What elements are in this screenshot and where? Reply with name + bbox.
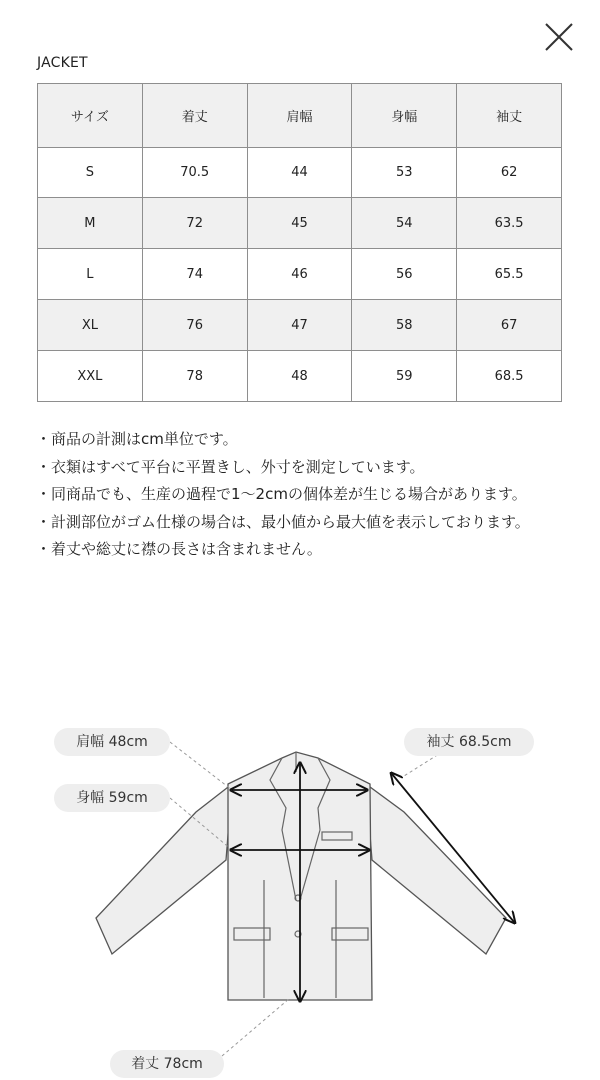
- table-cell: 54: [352, 198, 457, 249]
- table-cell: 72: [142, 198, 247, 249]
- table-row: [38, 147, 562, 198]
- shoulder-width-label: 肩幅 48cm: [54, 728, 170, 756]
- table-row: [38, 198, 562, 249]
- chest-width-label: 身幅 59cm: [54, 784, 170, 812]
- header-cell: 身幅: [352, 84, 457, 148]
- table-cell: L: [38, 249, 143, 300]
- close-button[interactable]: [542, 20, 576, 54]
- table-cell: 70.5: [142, 147, 247, 198]
- table-cell: 78: [142, 351, 247, 402]
- note-item: ・衣類はすべて平台に平置きし、外寸を測定しています。: [36, 457, 425, 476]
- table-cell: 62: [457, 147, 562, 198]
- table-header-row: [38, 84, 562, 148]
- note-item: ・商品の計測はcm単位です。: [36, 430, 238, 448]
- header-cell: 着丈: [142, 84, 247, 148]
- table-cell: 74: [142, 249, 247, 300]
- close-icon: [542, 20, 576, 54]
- table-cell: XL: [38, 300, 143, 351]
- table-cell: 59: [352, 351, 457, 402]
- table-cell: 76: [142, 300, 247, 351]
- table-cell: 56: [352, 249, 457, 300]
- table-row: [38, 300, 562, 351]
- table-row: [38, 249, 562, 300]
- size-table: [37, 83, 562, 402]
- table-cell: M: [38, 198, 143, 249]
- note-item: ・着丈や総丈に襟の長さは含まれません。: [36, 540, 322, 558]
- table-cell: 65.5: [457, 249, 562, 300]
- body-length-label: 着丈 78cm: [110, 1050, 224, 1078]
- table-row: [38, 351, 562, 402]
- table-cell: 44: [247, 147, 352, 198]
- jacket-illustration: [0, 700, 600, 1080]
- table-cell: 63.5: [457, 198, 562, 249]
- sleeve-length-label: 袖丈 68.5cm: [404, 728, 534, 756]
- table-cell: 67: [457, 300, 562, 351]
- note-item: ・同商品でも、生産の過程で1〜2cmの個体差が生じる場合があります。: [36, 485, 527, 503]
- measurement-diagram: [0, 700, 600, 1080]
- table-cell: XXL: [38, 351, 143, 402]
- table-cell: 53: [352, 147, 457, 198]
- note-item: ・計測部位がゴム仕様の場合は、最小値から最大値を表示しております。: [36, 512, 530, 531]
- header-cell: 肩幅: [247, 84, 352, 148]
- table-cell: 58: [352, 300, 457, 351]
- header-cell: サイズ: [38, 84, 143, 148]
- header-cell: 袖丈: [457, 84, 562, 148]
- measurement-notes: [36, 426, 566, 564]
- table-cell: 45: [247, 198, 352, 249]
- table-cell: 47: [247, 300, 352, 351]
- section-title: JACKET: [37, 55, 88, 71]
- table-cell: 68.5: [457, 351, 562, 402]
- table-cell: S: [38, 147, 143, 198]
- table-cell: 48: [247, 351, 352, 402]
- table-cell: 46: [247, 249, 352, 300]
